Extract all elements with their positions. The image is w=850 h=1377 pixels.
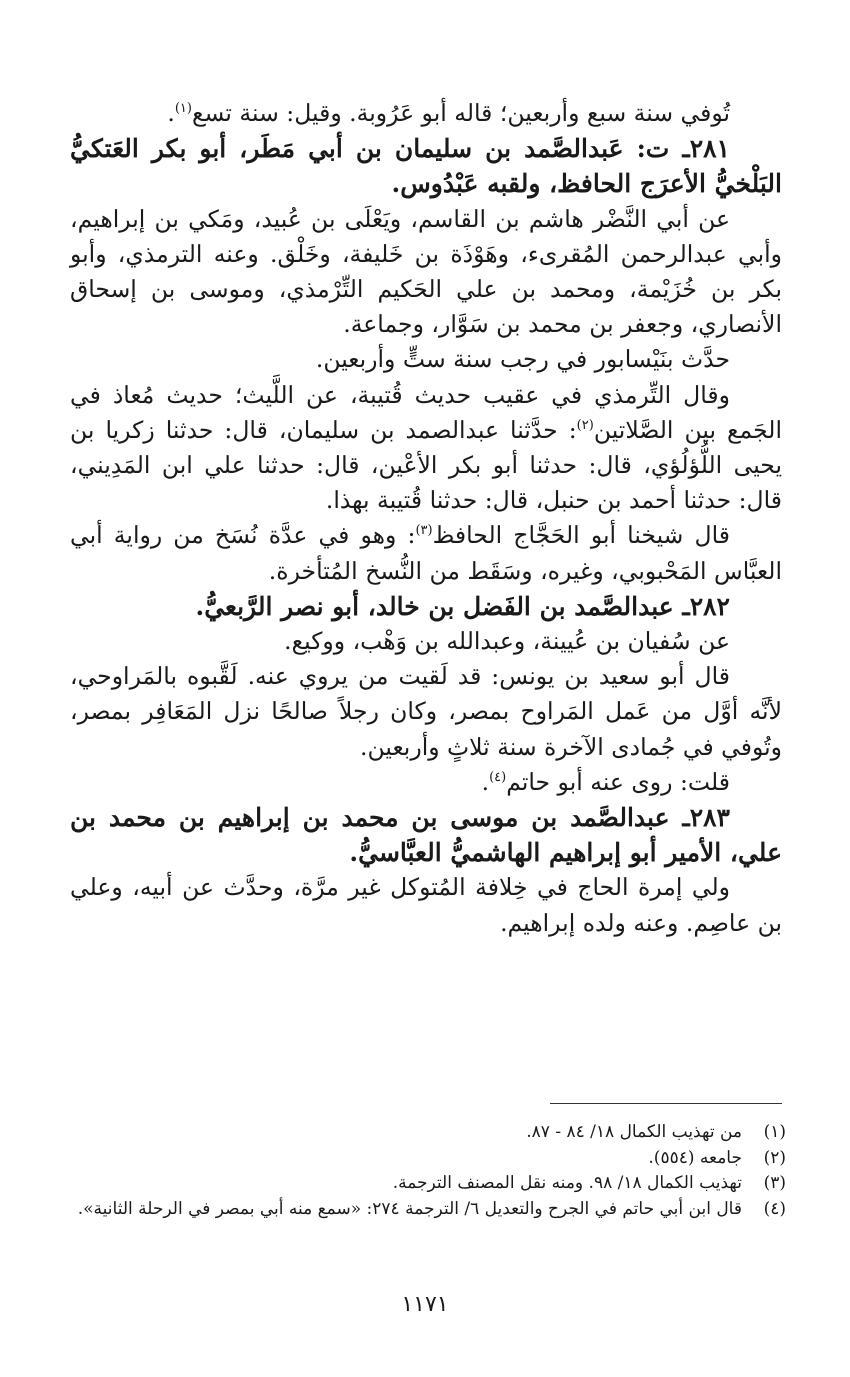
footnote-1 <box>70 1120 786 1146</box>
entry-282-heading: ٢٨٢ـ عبدالصَّمد بن الفَضل بن خالد، أبو نصر الرَّبعيُّ. <box>195 591 730 621</box>
footnote-text: من تهذيب الكمال ١٨/ ٨٤ - ٨٧. <box>526 1122 742 1142</box>
page-number: ١١٧١ <box>401 1292 449 1317</box>
footnote-divider <box>550 1103 782 1104</box>
footnote-mark: (١) <box>763 1122 786 1142</box>
entry-283-heading: ٢٨٣ـ عبدالصَّمد بن موسى بن محمد بن إبراهيم بن محمد بن علي، الأمير أبو إبراهيم الهاشميُّ العبَّاسيُّ. <box>70 803 782 868</box>
footnote-ref-4: (٤) <box>489 770 507 786</box>
entry-283-paragraph-1: ولي إمرة الحاج في خِلافة المُتوكل غير مرَّة، وحدَّث عن أبيه، وعلي بن عاصِم. وعنه ولده إبراهيم. <box>70 873 782 937</box>
footnote-text: قال ابن أبي حاتم في الجرح والتعديل ٦/ الترجمة ٢٧٤: «سمع منه أبي بمصر في الرحلة الثانية». <box>77 1198 742 1219</box>
entry-281-heading: ٢٨١ـ ت: عَبدالصَّمد بن سليمان بن أبي مَطَر، أبو بكر العَتكيُّ البَلْخيُّ الأعرَج الحافظ، ولقبه عَبْدُوس. <box>70 134 782 199</box>
main-text <box>70 96 782 941</box>
entry-282-paragraph-3: قلت: روى عنه أبو حاتم$^{(٤)}$. <box>481 767 730 796</box>
footnote-2 <box>70 1146 786 1172</box>
entry-281-paragraph-3: وقال التِّرمذي في عقيب حديث قُتيبة، عن اللَّيث؛ حديث مُعاذ في الجَمع بين الصَّلاتين$^{(٢)}$: حدَّثنا عبدالصمد بن سليمان، قال: حدثنا زكريا بن يحيى اللُّؤلُؤي، قال: حدثنا أبو بكر الأعْين، قال: حدثنا علي ابن المَدِيني، قال: حدثنا أحمد بن حنبل، قال: حدثنا قُتيبة بهذا. <box>70 380 782 515</box>
footnotes <box>70 1120 786 1222</box>
continuation-paragraph: تُوفي سنة سبع وأربعين؛ قاله أبو عَرُوبة. وقيل: سنة تسع$^{(١)}$. <box>167 99 730 127</box>
entry-281-paragraph-4: قال شيخنا أبو الحَجَّاج الحافظ$^{(٣)}$: وهو في عدَّة نُسَخ من رواية أبي العبَّاس المَحْبوبي، وغيره، وسَقَط من النُّسخ المُتأخرة. <box>70 521 782 585</box>
footnote-mark: (٢) <box>763 1147 786 1168</box>
footnote-text: جامعه (٥٥٤). <box>648 1147 742 1168</box>
footnote-mark: (٣) <box>763 1173 786 1193</box>
footnote-mark: (٤) <box>763 1198 786 1219</box>
entry-281-paragraph-1: عن أبي النَّضْر هاشم بن القاسم، ويَعْلَى بن عُبيد، ومَكي بن إبراهيم، وأبي عبدالرحمن المُقرىء، وهَوْذَة بن خَليفة، وخَلْق. وعنه الترمذي، وأبو بكر بن خُزَيْمة، ومحمد بن علي الحَكيم التِّرْمذي، وموسى بن إسحاق الأنصاري، وجعفر بن محمد بن سَوَّار، وجماعة. <box>70 204 782 339</box>
footnote-text: تهذيب الكمال ١٨/ ٩٨. ومنه نقل المصنف الترجمة. <box>392 1173 742 1193</box>
footnote-ref-1: (١) <box>174 101 192 117</box>
entry-281-paragraph-2: حدَّث بنَيْسابور في رجب سنة ستٍّ وأربعين. <box>315 345 730 374</box>
footnote-ref-2: (٢) <box>576 418 594 433</box>
entry-282-paragraph-2: قال أبو سعيد بن يونس: قد لَقيت من يروي عنه. لَقَّبوه بالمَراوحي، لأنَّه أوَّل من عَمل المَراوح بمصر، وكان رجلاً صالحًا نزل المَعَافِر بمصر، وتُوفي في جُمادى الآخرة سنة ثلاثٍ وأربعين. <box>70 662 782 761</box>
footnote-4 <box>70 1197 786 1223</box>
footnote-3 <box>70 1171 786 1197</box>
footnote-ref-3: (٣) <box>415 523 433 539</box>
entry-282-paragraph-1: عن سُفيان بن عُيينة، وعبدالله بن وَهْب، ووكيع. <box>284 627 730 656</box>
